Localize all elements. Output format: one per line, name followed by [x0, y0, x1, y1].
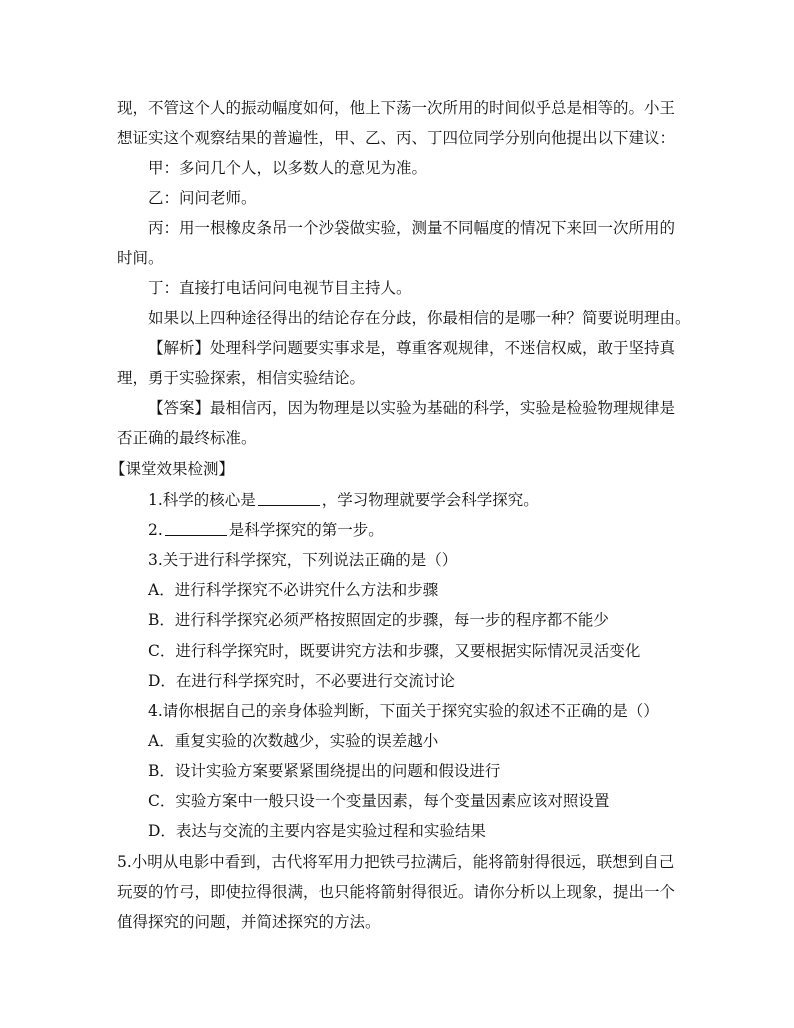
q4-option-a: A．重复实验的次数越少，实验的误差越小: [148, 732, 439, 750]
analysis-label: 【解析】: [148, 339, 211, 357]
answer-line-2: 否正确的最终标准。: [117, 429, 257, 447]
q1-answer-blank[interactable]: [258, 490, 320, 506]
analysis-text-1: 处理科学问题要实事求是，尊重客观规律，不迷信权威，敢于坚持真: [210, 339, 676, 357]
q1-before: 1.科学的核心是: [148, 491, 256, 509]
q4-option-c: C．实验方案中一般只设一个变量因素，每个变量因素应该对照设置: [148, 792, 610, 810]
q3-option-a: A．进行科学探究不必讲究什么方法和步骤: [148, 581, 439, 599]
suggestion-ding: 丁：直接打电话问问电视节目主持人。: [148, 279, 412, 297]
suggestion-bing-line-1: 丙：用一根橡皮条吊一个沙袋做实验，测量不同幅度的情况下来回一次所用的: [148, 219, 676, 237]
q2-after: 是科学探究的第一步。: [228, 521, 384, 539]
question-5-line-3: 值得探究的问题，并简述探究的方法。: [117, 913, 381, 931]
q1-after: ，学习物理就要学会科学探究。: [321, 491, 539, 509]
question-text: 如果以上四种途径得出的结论存在分歧，你最相信的是哪一种？简要说明理由。: [148, 309, 691, 327]
question-4-stem: 4.请你根据自己的亲身体验判断，下面关于探究实验的叙述不正确的是（）: [148, 702, 659, 720]
intro-line-1: 现，不管这个人的振动幅度如何，他上下荡一次所用的时间似乎总是相等的。小王: [117, 99, 676, 117]
answer-text-1: 最相信丙，因为物理是以实验为基础的科学，实验是检验物理规律是: [210, 399, 676, 417]
q2-before: 2.: [148, 521, 163, 539]
question-2: [148, 519, 384, 541]
section-title: 【课堂效果检测】: [110, 460, 235, 478]
suggestion-jia: 甲：多问几个人，以多数人的意见为准。: [148, 159, 428, 177]
suggestion-yi: 乙：问问老师。: [148, 189, 257, 207]
question-3-stem: 3.关于进行科学探究，下列说法正确的是（）: [148, 551, 458, 569]
analysis-line-1: [148, 337, 675, 359]
q4-option-d: D．表达与交流的主要内容是实验过程和实验结果: [148, 822, 486, 840]
suggestion-bing-line-2: 时间。: [117, 249, 164, 267]
answer-line-1: [148, 397, 675, 419]
question-5-line-2: 玩耍的竹弓，即使拉得很满，也只能将箭射得很近。请你分析以上现象，提出一个: [117, 883, 676, 901]
q2-answer-blank[interactable]: [165, 520, 227, 536]
question-5-line-1: 5.小明从电影中看到，古代将军用力把铁弓拉满后，能将箭射得很远，联想到自己: [117, 853, 675, 871]
answer-label: 【答案】: [148, 399, 211, 417]
intro-line-2: 想证实这个观察结果的普遍性，甲、乙、丙、丁四位同学分别向他提出以下建议：: [117, 129, 676, 147]
question-1: [148, 489, 539, 511]
q3-option-d: D．在进行科学探究时，不必要进行交流讨论: [148, 672, 455, 690]
q3-option-b: B．进行科学探究必须严格按照固定的步骤，每一步的程序都不能少: [148, 611, 609, 629]
q3-option-c: C．进行科学探究时，既要讲究方法和步骤，又要根据实际情况灵活变化: [148, 642, 641, 660]
analysis-line-2: 理，勇于实验探索，相信实验结论。: [117, 369, 366, 387]
q4-option-b: B．设计实验方案要紧紧围绕提出的问题和假设进行: [148, 762, 501, 780]
